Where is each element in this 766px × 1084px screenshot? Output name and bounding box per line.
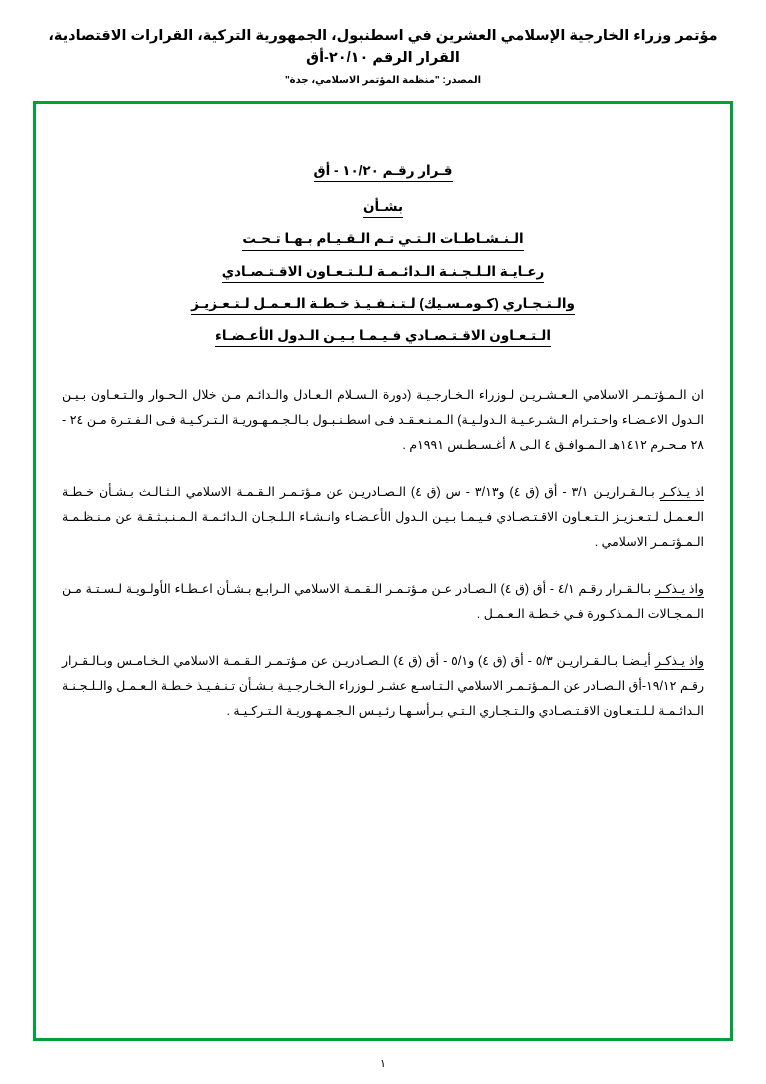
body-paragraph-3 [62,577,704,627]
page-number: ١ [380,1058,386,1070]
body-paragraph-2 [62,480,704,555]
body-paragraph-1 [62,383,704,458]
paragraph-3-lead: واذ يـذكـر [654,582,704,597]
header-title: مؤتمر وزراء الخارجية الإسلامي العشرين في اسطنبول، الجمهورية التركية، القرارات الاقتصادية، القرار الرقم ٢٠/١٠-أق [48,28,718,66]
decision-number: قـرار رقـم ١٠/٢٠ - أق [314,162,453,182]
header-source: المصدر: "منظمة المؤتمر الاسلامي، جدة" [284,74,482,86]
decision-subject-line-2: رعـايـة الـلـجـنـة الـدائـمـة لـلـتـعـاون الاقـتـصـادي [222,263,545,283]
paragraph-4-text: أيـضـا بـالـقـراريـن ٥/٣ - أق (ق ٤) و٥/١ - أق (ق ٤) الـصـادريـن عن مـؤتـمـر الـقـمـة الاسلامي الـخـامـس وبـالـقـرار رقـم ١٩/١٢-أق الـصـادر عن الـمـؤتـمـر الاسلامي الـتـاسـع عشـر لـوزراء الـخـارجـيـة بـشـأن تـنـفـيـذ خـطـة الـعـمـل والـلـجـنـة الـدائـمـة لـلـتـعـاون الاقـتـصـادي والـتـجـاري الـتـي بـرأسـهـا رئـيـس الـجـمـهـوريـة الـتـركـيـة . [62,654,704,719]
decision-subject-line-4: الـتـعـاون الاقـتـصـادي فـيـمـا بـيـن الـدول الأعـضـاء [215,327,551,347]
decision-subject-line-3: والـتـجـاري (كـومـسـيك) لـتـنـفـيـذ خـطـة الـعـمـل لـتـعـزيـز [191,295,575,315]
decision-regarding: بشـأن [363,198,403,218]
document-content [62,132,704,1012]
paragraph-2-text: بـالـقـراريـن ٣/١ - أق (ق ٤) و٣/١٣ - س (ق ٤) الـصـادريـن عن مـؤتـمـر الـقـمـة الاسلامي الـثـالـث بـشـأن خـطـة الـعـمـل لـتـعـزيـز الـتـعـاون الاقـتـصـادي فـيـمـا بـيـن الـدول الأعـضـاء وانـشـاء الـلـجـان الـدائـمـة الـمـنـبـثـقـة عن مـنـظـمـة الـمـؤتـمـر الاسلامي . [62,485,704,550]
document-header [0,0,766,86]
paragraph-1-text: ان الـمـؤتـمـر الاسلامي الـعـشـريـن لـوزراء الـخـارجـيـة (دورة الـسـلام الـعـادل والـدائـم مـن خلال الـحـوار والـتـعـاون بـيـن الـدول الاعـضـاء واحـتـرام الـشـرعـيـة الـدولـيـة) الـمـنـعـقـد فـى اسطـنـبـول بـالـجـمـهـوريـة الـتـركـيـة فـى الـفـتـرة مـن ٢٤ - ٢٨ مـحـرم ١٤١٢هـ الـمـوافـق ٤ الـى ٨ أغـسـطـس ١٩٩١م . [62,388,704,453]
paragraph-4-lead: واذ يـذكـر [654,654,705,669]
decision-heading [62,162,704,347]
paragraph-2-lead: اذ يـذكـر [659,485,704,500]
paragraph-3-text: بـالـقـرار رقـم ٤/١ - أق (ق ٤) الـصـادر عـن مـؤتـمـر الـقـمـة الاسلامي الـرابـع بـشـأن اعـطـاء الأولـويـة لـسـتـة مـن الـمـجـالات الـمـذكـورة فـي خـطـة الـعـمـل . [62,582,704,622]
body-paragraph-4 [62,649,704,724]
decision-subject-line-1: الـنـشـاطـات الـتـي تـم الـقـيـام بـهـا تـحـت [242,230,523,250]
